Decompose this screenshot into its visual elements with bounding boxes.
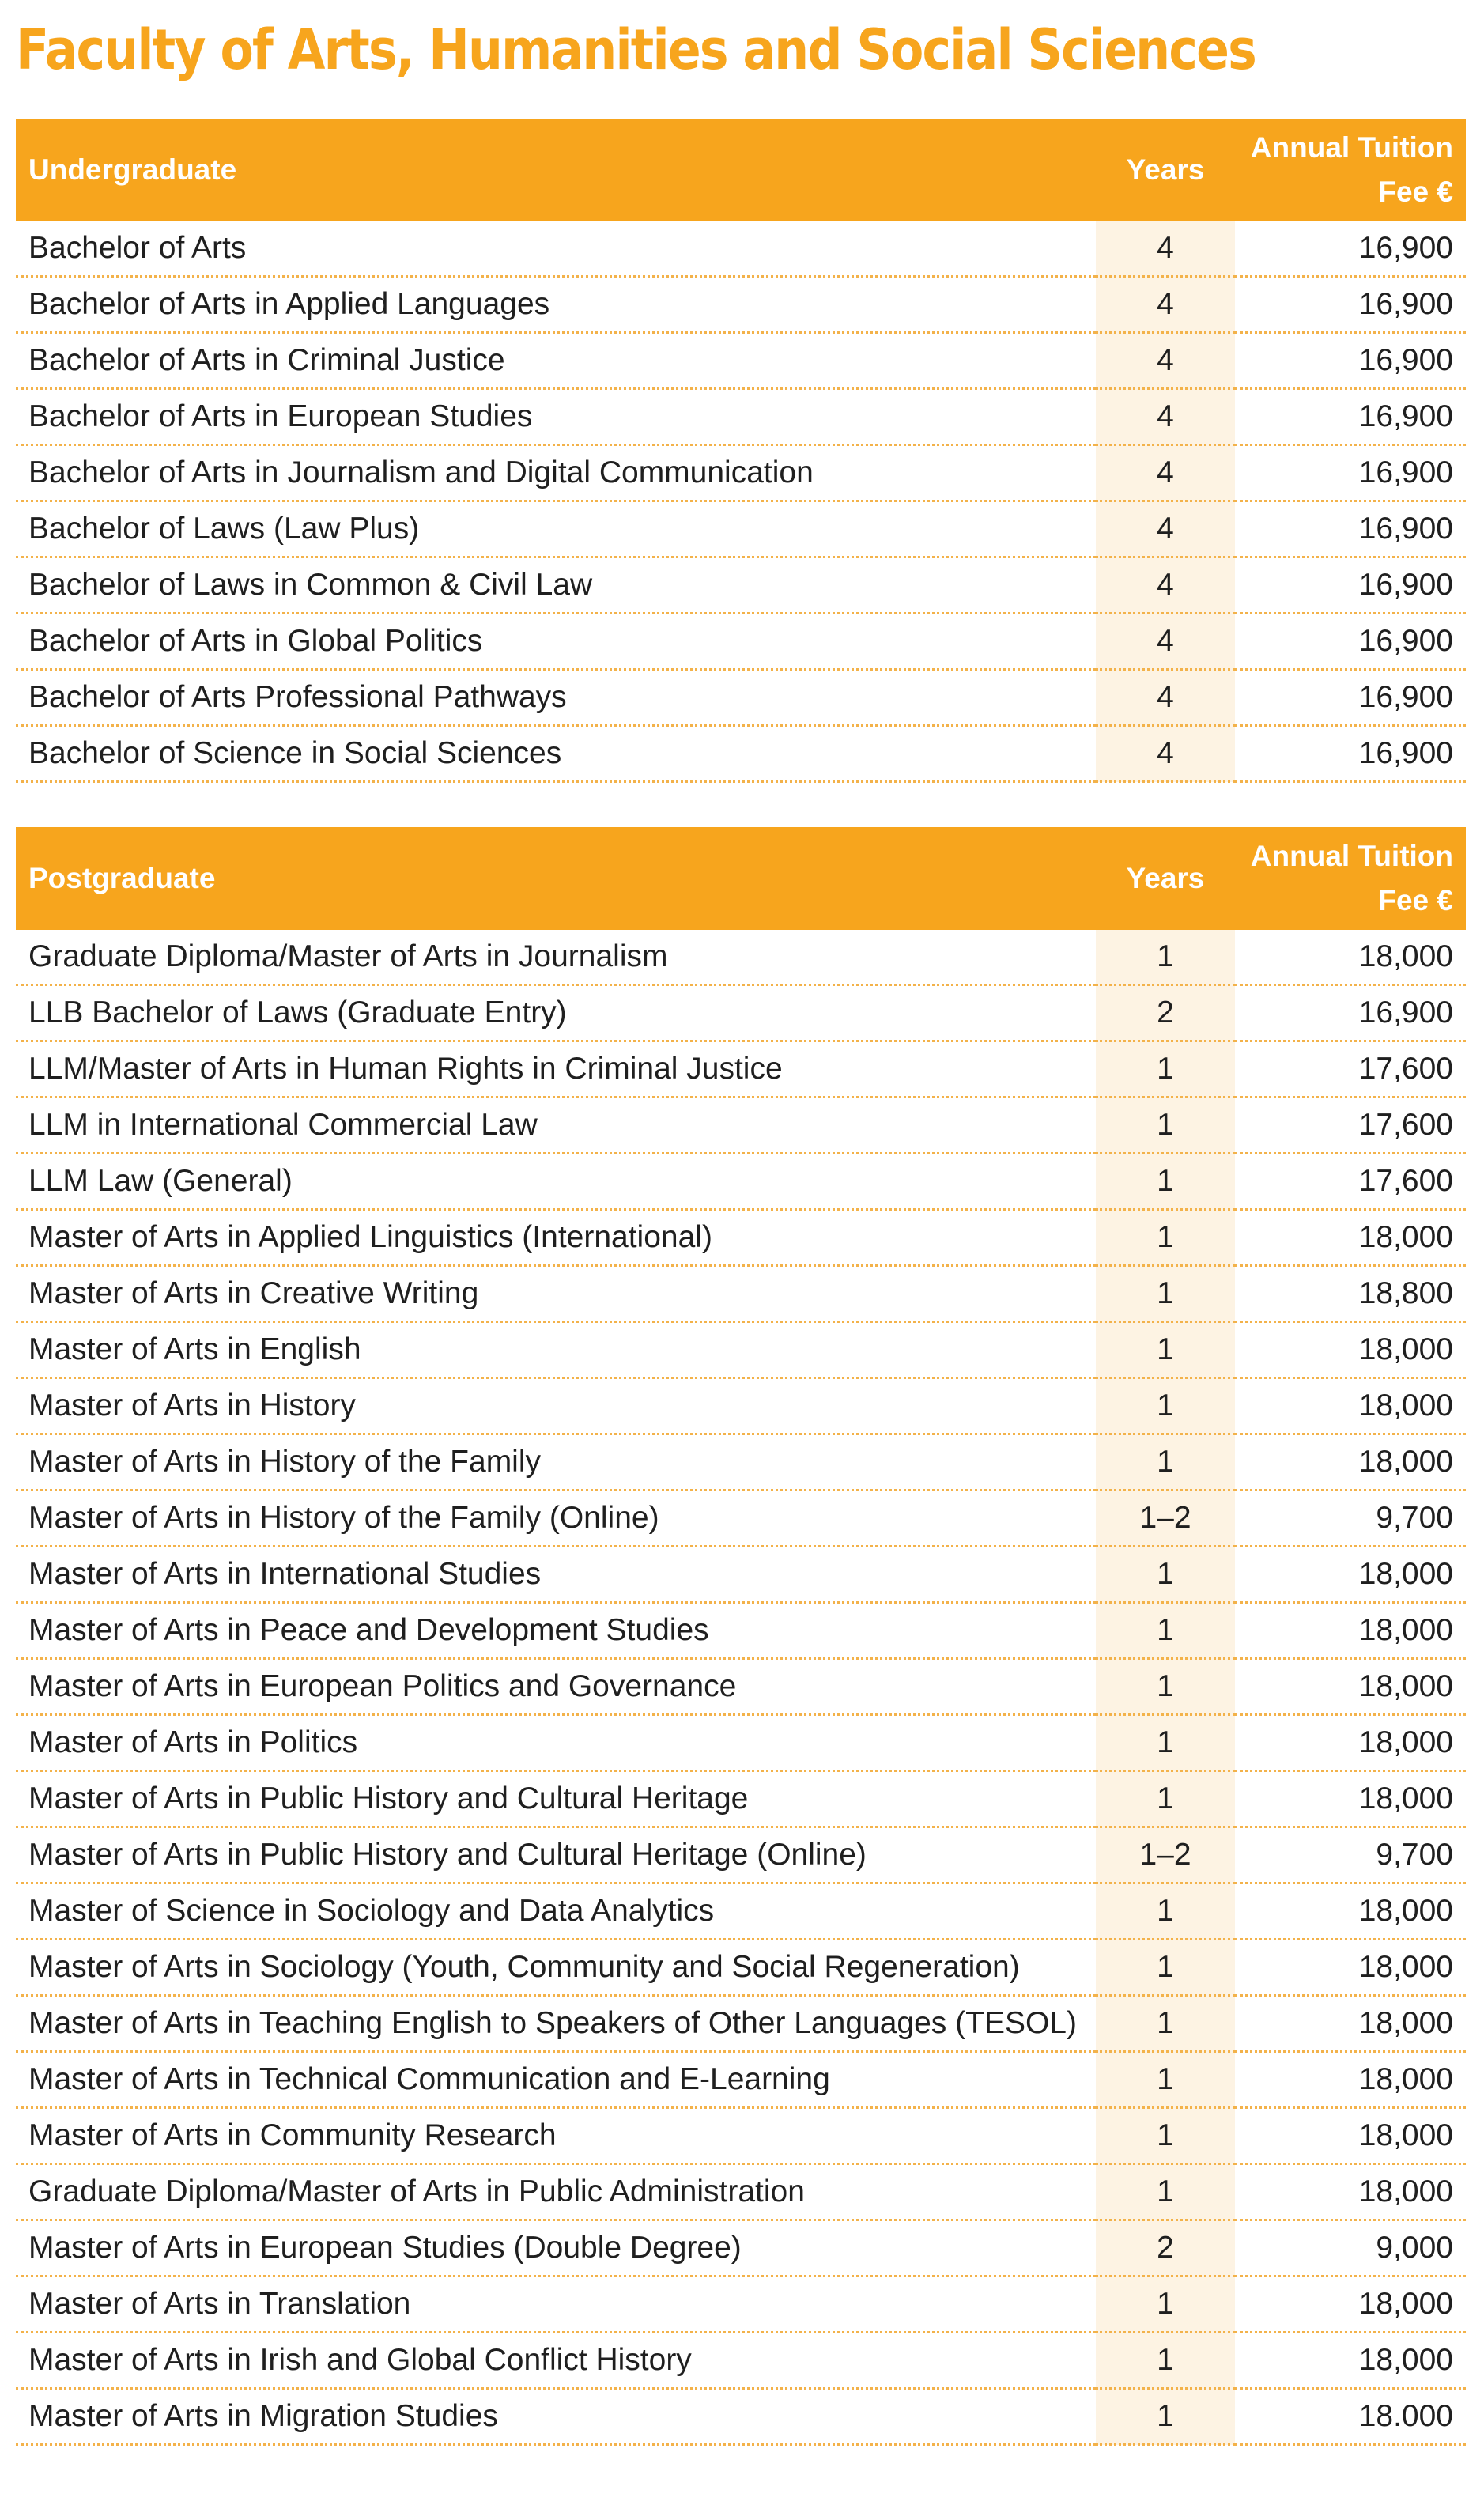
fee-cell: 18,000 [1235, 2052, 1466, 2108]
programme-name-cell: Bachelor of Laws in Common & Civil Law [16, 557, 1096, 614]
fee-cell: 16,900 [1235, 277, 1466, 333]
table-row [16, 1547, 1466, 1603]
years-cell: 1 [1096, 1322, 1235, 1378]
table-row [16, 2052, 1466, 2108]
years-column-header: Years [1096, 119, 1235, 221]
years-cell: 1 [1096, 1434, 1235, 1491]
years-cell: 4 [1096, 501, 1235, 557]
programme-name-cell: Bachelor of Arts [16, 221, 1096, 277]
fee-cell: 18,000 [1235, 1771, 1466, 1827]
programme-column-header: Undergraduate [16, 119, 1096, 221]
programme-name-cell: Bachelor of Arts in Criminal Justice [16, 333, 1096, 389]
years-cell: 4 [1096, 557, 1235, 614]
programme-name-cell: Master of Arts in Irish and Global Conflict History [16, 2333, 1096, 2389]
programme-name-cell: Master of Arts in European Politics and Governance [16, 1659, 1096, 1715]
fee-cell: 18,000 [1235, 1378, 1466, 1434]
table-row [16, 333, 1466, 389]
years-cell: 4 [1096, 670, 1235, 726]
programme-name-cell: LLM/Master of Arts in Human Rights in Criminal Justice [16, 1041, 1096, 1098]
fee-cell: 9,000 [1235, 2220, 1466, 2276]
years-cell: 1–2 [1096, 1827, 1235, 1883]
years-cell: 1 [1096, 1883, 1235, 1940]
programme-name-cell: Bachelor of Science in Social Sciences [16, 726, 1096, 782]
table-row [16, 389, 1466, 445]
programme-name-cell: Bachelor of Arts in Global Politics [16, 614, 1096, 670]
programme-name-cell: Master of Arts in Public History and Cultural Heritage (Online) [16, 1827, 1096, 1883]
years-cell: 2 [1096, 2220, 1235, 2276]
table-row [16, 726, 1466, 782]
page-title: Faculty of Arts, Humanities and Social Sciences [16, 17, 1256, 82]
years-cell: 4 [1096, 333, 1235, 389]
table-row [16, 1715, 1466, 1771]
table-row [16, 1041, 1466, 1098]
years-cell: 1 [1096, 1771, 1235, 1827]
fee-cell: 18,000 [1235, 1715, 1466, 1771]
undergraduate-fee-table [16, 119, 1466, 783]
programme-name-cell: Master of Arts in Creative Writing [16, 1266, 1096, 1322]
fee-cell: 18,000 [1235, 1659, 1466, 1715]
programme-name-cell: Master of Arts in Community Research [16, 2108, 1096, 2164]
years-cell: 1 [1096, 2389, 1235, 2445]
programme-name-cell: Bachelor of Arts in Applied Languages [16, 277, 1096, 333]
programme-name-cell: Master of Arts in Applied Linguistics (International) [16, 1210, 1096, 1266]
years-cell: 4 [1096, 389, 1235, 445]
programme-name-cell: Master of Arts in Translation [16, 2276, 1096, 2333]
programme-name-cell: Master of Arts in Migration Studies [16, 2389, 1096, 2445]
programme-name-cell: Master of Arts in Teaching English to Speakers of Other Languages (TESOL) [16, 1996, 1096, 2052]
fee-cell: 18,000 [1235, 1940, 1466, 1996]
years-cell: 1 [1096, 1940, 1235, 1996]
programme-name-cell: Graduate Diploma/Master of Arts in Public Administration [16, 2164, 1096, 2220]
years-cell: 1–2 [1096, 1491, 1235, 1547]
table-header-row [16, 119, 1466, 221]
fee-cell: 16,900 [1235, 221, 1466, 277]
fee-header-line-2: Fee € [1378, 884, 1453, 916]
programme-name-cell: Master of Arts in Public History and Cultural Heritage [16, 1771, 1096, 1827]
programme-name-cell: Master of Arts in Peace and Development Studies [16, 1603, 1096, 1659]
years-cell: 1 [1096, 2052, 1235, 2108]
programme-name-cell: Master of Arts in European Studies (Double Degree) [16, 2220, 1096, 2276]
postgraduate-fee-table [16, 827, 1466, 2446]
years-cell: 1 [1096, 2108, 1235, 2164]
fee-cell: 18,000 [1235, 1434, 1466, 1491]
table-row [16, 2333, 1466, 2389]
fee-cell: 16,900 [1235, 726, 1466, 782]
years-cell: 1 [1096, 1266, 1235, 1322]
table-row [16, 277, 1466, 333]
table-row [16, 445, 1466, 501]
years-cell: 1 [1096, 1996, 1235, 2052]
fee-cell: 18,000 [1235, 1322, 1466, 1378]
programme-name-cell: Bachelor of Arts Professional Pathways [16, 670, 1096, 726]
programme-name-cell: Bachelor of Arts in Journalism and Digital Communication [16, 445, 1096, 501]
table-row [16, 1210, 1466, 1266]
years-cell: 1 [1096, 1659, 1235, 1715]
programme-name-cell: Master of Arts in Technical Communication and E-Learning [16, 2052, 1096, 2108]
fee-cell: 17,600 [1235, 1154, 1466, 1210]
fee-cell: 18,000 [1235, 2276, 1466, 2333]
fee-cell: 17,600 [1235, 1041, 1466, 1098]
table-row [16, 2276, 1466, 2333]
fee-cell: 18,800 [1235, 1266, 1466, 1322]
table-row [16, 1603, 1466, 1659]
programme-name-cell: Master of Arts in International Studies [16, 1547, 1096, 1603]
table-row [16, 557, 1466, 614]
table-row [16, 221, 1466, 277]
fee-cell: 18,000 [1235, 1210, 1466, 1266]
table-row [16, 1827, 1466, 1883]
table-row [16, 614, 1466, 670]
fee-cell: 9,700 [1235, 1827, 1466, 1883]
programme-name-cell: Graduate Diploma/Master of Arts in Journalism [16, 930, 1096, 985]
fee-cell: 18,000 [1235, 930, 1466, 985]
fee-header-line-1: Annual Tuition [1250, 131, 1453, 164]
table-row [16, 1883, 1466, 1940]
fee-column-header [1235, 119, 1466, 221]
table-row [16, 670, 1466, 726]
table-row [16, 985, 1466, 1041]
fee-cell: 18,000 [1235, 1547, 1466, 1603]
table-row [16, 930, 1466, 985]
fee-header-line-2: Fee € [1378, 176, 1453, 208]
fee-header-line-1: Annual Tuition [1250, 840, 1453, 872]
fee-cell: 18.000 [1235, 2389, 1466, 2445]
table-row [16, 501, 1466, 557]
table-header-row [16, 827, 1466, 930]
fee-cell: 18,000 [1235, 1603, 1466, 1659]
table-row [16, 1098, 1466, 1154]
fee-cell: 18,000 [1235, 1996, 1466, 2052]
years-cell: 1 [1096, 2276, 1235, 2333]
programme-name-cell: Master of Arts in History [16, 1378, 1096, 1434]
programme-name-cell: Master of Science in Sociology and Data Analytics [16, 1883, 1096, 1940]
undergraduate-rows [16, 221, 1466, 782]
fee-cell: 17,600 [1235, 1098, 1466, 1154]
table-row [16, 1996, 1466, 2052]
table-row [16, 2164, 1466, 2220]
fee-cell: 16,900 [1235, 557, 1466, 614]
programme-name-cell: LLM in International Commercial Law [16, 1098, 1096, 1154]
years-cell: 1 [1096, 1715, 1235, 1771]
table-row [16, 1659, 1466, 1715]
fee-cell: 16,900 [1235, 333, 1466, 389]
table-row [16, 1940, 1466, 1996]
programme-name-cell: Master of Arts in History of the Family [16, 1434, 1096, 1491]
programme-name-cell: Master of Arts in Sociology (Youth, Community and Social Regeneration) [16, 1940, 1096, 1996]
years-cell: 1 [1096, 2164, 1235, 2220]
programme-name-cell: Master of Arts in History of the Family (Online) [16, 1491, 1096, 1547]
years-cell: 1 [1096, 1547, 1235, 1603]
programme-name-cell: Master of Arts in English [16, 1322, 1096, 1378]
years-cell: 4 [1096, 221, 1235, 277]
table-row [16, 1154, 1466, 1210]
fee-cell: 18,000 [1235, 2164, 1466, 2220]
fee-cell: 18,000 [1235, 2108, 1466, 2164]
years-cell: 1 [1096, 1210, 1235, 1266]
programme-name-cell: Bachelor of Arts in European Studies [16, 389, 1096, 445]
fee-cell: 16,900 [1235, 985, 1466, 1041]
fee-cell: 16,900 [1235, 670, 1466, 726]
table-row [16, 2389, 1466, 2445]
fee-column-header [1235, 827, 1466, 930]
years-cell: 4 [1096, 445, 1235, 501]
table-row [16, 1266, 1466, 1322]
programme-column-header: Postgraduate [16, 827, 1096, 930]
years-cell: 1 [1096, 930, 1235, 985]
years-cell: 1 [1096, 1098, 1235, 1154]
postgraduate-rows [16, 930, 1466, 2445]
table-row [16, 1378, 1466, 1434]
table-row [16, 2220, 1466, 2276]
years-column-header: Years [1096, 827, 1235, 930]
years-cell: 4 [1096, 726, 1235, 782]
table-row [16, 1771, 1466, 1827]
fee-cell: 16,900 [1235, 389, 1466, 445]
years-cell: 1 [1096, 2333, 1235, 2389]
years-cell: 1 [1096, 1603, 1235, 1659]
fee-cell: 16,900 [1235, 614, 1466, 670]
years-cell: 1 [1096, 1378, 1235, 1434]
years-cell: 2 [1096, 985, 1235, 1041]
fee-cell: 18,000 [1235, 2333, 1466, 2389]
table-row [16, 1491, 1466, 1547]
programme-name-cell: Bachelor of Laws (Law Plus) [16, 501, 1096, 557]
fee-cell: 16,900 [1235, 501, 1466, 557]
years-cell: 4 [1096, 614, 1235, 670]
programme-name-cell: LLM Law (General) [16, 1154, 1096, 1210]
programme-name-cell: LLB Bachelor of Laws (Graduate Entry) [16, 985, 1096, 1041]
table-row [16, 1434, 1466, 1491]
years-cell: 1 [1096, 1154, 1235, 1210]
programme-name-cell: Master of Arts in Politics [16, 1715, 1096, 1771]
table-row [16, 1322, 1466, 1378]
fee-cell: 16,900 [1235, 445, 1466, 501]
fee-cell: 18,000 [1235, 1883, 1466, 1940]
table-row [16, 2108, 1466, 2164]
years-cell: 4 [1096, 277, 1235, 333]
years-cell: 1 [1096, 1041, 1235, 1098]
fee-cell: 9,700 [1235, 1491, 1466, 1547]
